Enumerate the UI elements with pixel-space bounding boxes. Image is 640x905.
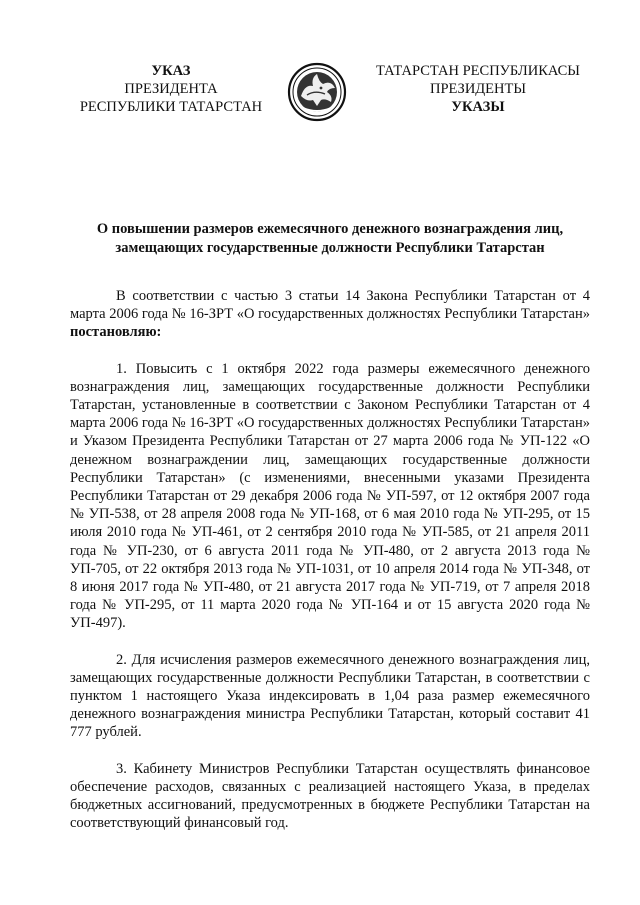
header-right-block	[360, 62, 596, 116]
header-right-line2: ПРЕЗИДЕНТЫ	[429, 81, 527, 97]
header-left-line2: ПРЕЗИДЕНТА	[124, 81, 218, 97]
header-right-line1: ТАТАРСТАН РЕСПУБЛИКАСЫ	[376, 63, 580, 79]
decree-title-line2: замещающих государственные должности Республики Татарстан	[115, 240, 545, 256]
decree-title-line1: О повышении размеров ежемесячного денежного вознаграждения лиц,	[96, 221, 564, 237]
decree-paragraph-3: 3. Кабинету Министров Республики Татарстан осуществлять финансовое обеспечение расходов, связанных с реализацией настоящего Указа, в пределах бюджетных ассигнований, предусмотренных в бюджете Республики Татарстан на соответствующий финансовый год.	[70, 760, 590, 832]
decree-preamble	[70, 287, 590, 342]
decree-body	[70, 287, 590, 850]
decree-paragraph-1: 1. Повысить с 1 октября 2022 года размеры ежемесячного денежного вознаграждения лиц, замещающих государственные должности Республики Татарстан, установленные в соответствии с Законом Республики Татарстан от 4 марта 2006 года № 16-ЗРТ «О государственных должностях Республики Татарстан» и Указом Президента Республики Татарстан от 27 марта 2006 года № УП-122 «О денежном вознаграждении лиц, замещающих государственные должности Республики Татарстан» (с изменениями, внесенными указами Президента Республики Татарстан от 29 декабря 2006 года № УП-597, от 12 октября 2007 года № УП-538, от 28 апреля 2008 года № УП-168, от 6 мая 2010 года № УП-295, от 15 июля 2010 года № УП-461, от 2 сентября 2010 года № УП-585, от 21 апреля 2011 года № УП-230, от 6 августа 2011 года № УП-480, от 2 августа 2013 года № УП-705, от 22 октября 2013 года № УП-1031, от 10 апреля 2014 года № УП-348, от 8 июня 2017 года № УП-480, от 21 августа 2017 года № УП-719, от 7 апреля 2018 года № УП-295, от 11 марта 2020 года № УП-164 и от 15 августа 2020 года № УП-497).	[70, 360, 590, 632]
preamble-text: В соответствии с частью 3 статьи 14 Закона Республики Татарстан от 4 марта 2006 года № 16-ЗРТ «О государственных должностях Республики Татарстан»	[70, 288, 590, 323]
tatarstan-coat-of-arms-icon	[287, 62, 347, 122]
header-right-line3: УКАЗЫ	[451, 99, 505, 115]
document-header	[0, 62, 640, 142]
header-left-block	[58, 62, 284, 116]
header-left-line3: РЕСПУБЛИКИ ТАТАРСТАН	[79, 99, 263, 115]
preamble-bold-tail: постановляю:	[70, 324, 162, 341]
header-left-line1: УКАЗ	[151, 63, 191, 79]
decree-paragraph-2: 2. Для исчисления размеров ежемесячного денежного вознаграждения лиц, замещающих государственные должности Республики Татарстан, в соответствии с пунктом 1 настоящего Указа индексировать в 1,04 раза размер ежемесячного денежного вознаграждения министра Республики Татарстан, который составит 41 777 рублей.	[70, 651, 590, 741]
decree-title	[70, 220, 590, 258]
